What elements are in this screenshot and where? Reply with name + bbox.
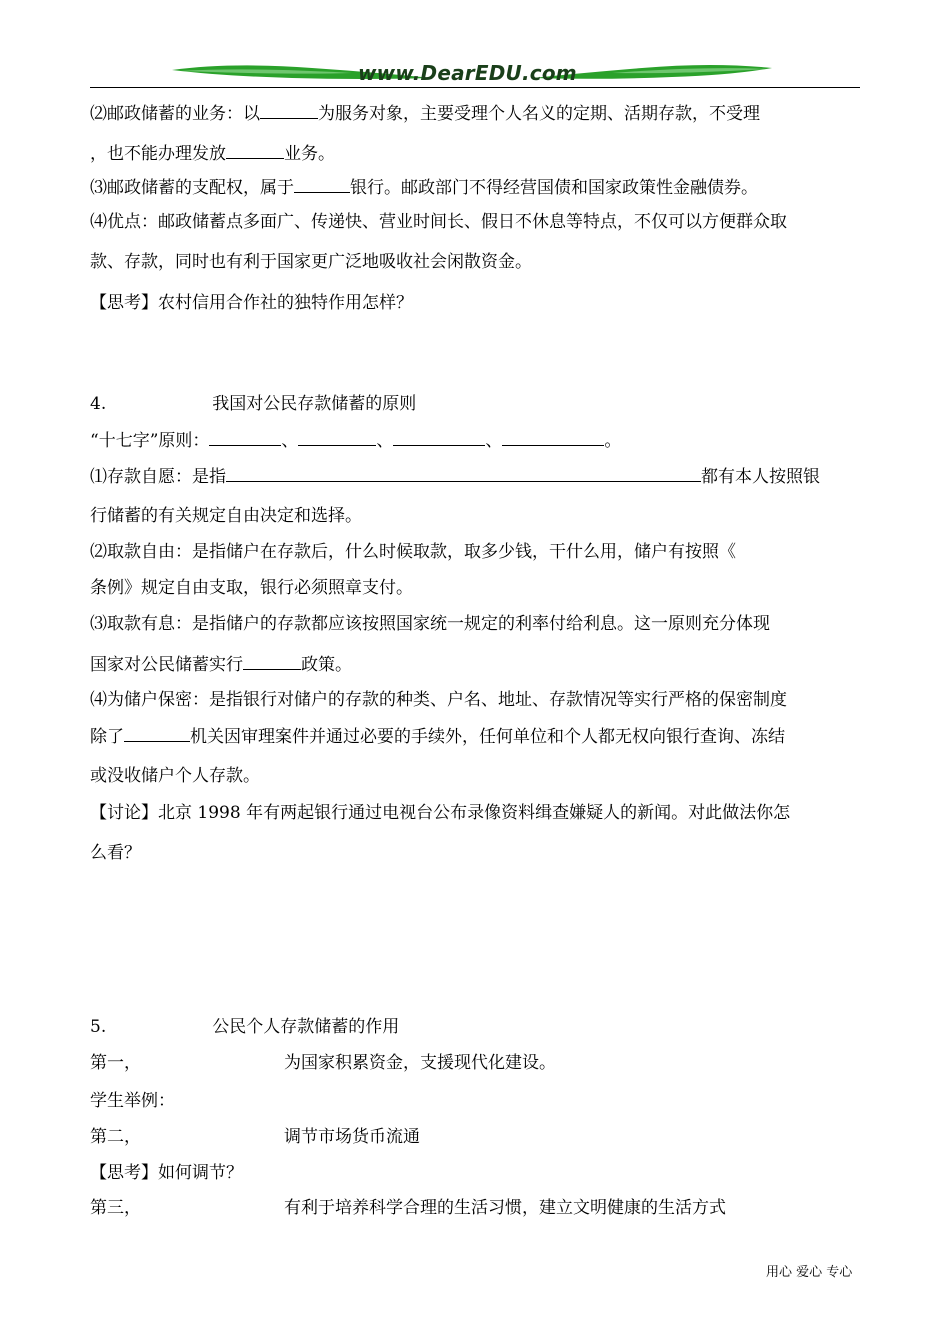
think-prompt: 【思考】如何调节？ (90, 1163, 243, 1183)
section-number: 4. (90, 394, 107, 414)
text: 第一， (90, 1053, 141, 1073)
paragraph-line (90, 176, 758, 199)
paragraph-line (90, 653, 352, 676)
paragraph-line: ⑷优点：邮政储蓄点多面广、传递快、营业时间长、假日不休息等特点，不仅可以方便群众取 (90, 212, 787, 232)
paragraph-line: ⑷为储户保密：是指银行对储户的存款的种类、户名、地址、存款情况等实行严格的保密制度 (90, 690, 787, 710)
text: 有利于培养科学合理的生活习惯，建立文明健康的生活方式 (284, 1198, 726, 1218)
text: 调节市场货币流通 (284, 1127, 420, 1147)
text: 第三， (90, 1198, 141, 1218)
page-header (90, 58, 860, 92)
paragraph-line: 学生举例： (90, 1091, 175, 1111)
paragraph-line: 款、存款，同时也有利于国家更广泛地吸收社会闲散资金。 (90, 252, 532, 272)
page-footer: 用心 爱心 专心 (766, 1265, 853, 1280)
paragraph-line: ⑵取款自由：是指储户在存款后，什么时候取款，取多少钱，干什么用，储户有按照《 (90, 542, 736, 562)
paragraph-line (90, 102, 760, 125)
text: 。 (604, 431, 622, 451)
fill-blank[interactable] (124, 725, 190, 742)
text: 为服务对象，主要受理个人名义的定期、活期存款，不受理 (318, 104, 760, 124)
paragraph-line (90, 1126, 420, 1148)
fill-blank[interactable] (294, 176, 350, 193)
text: 除了 (90, 727, 124, 747)
text: 都有本人按照银 (701, 467, 820, 487)
paragraph-line: 行储蓄的有关规定自由决定和选择。 (90, 506, 362, 526)
fill-blank[interactable] (502, 429, 604, 446)
text: 、 (281, 431, 299, 451)
discussion-prompt: 【讨论】北京 1998 年有两起银行通过电视台公布录像资料缉查嫌疑人的新闻。对此做法你怎 (90, 803, 791, 823)
fill-blank[interactable] (226, 142, 284, 159)
text: 政策。 (301, 655, 352, 675)
section-title: 我国对公民存款储蓄的原则 (212, 394, 417, 414)
paragraph-line: 么看？ (90, 843, 141, 863)
text: ⑶邮政储蓄的支配权，属于 (90, 178, 294, 198)
section-title: 公民个人存款储蓄的作用 (212, 1017, 400, 1037)
think-prompt: 【思考】农村信用合作社的独特作用怎样？ (90, 293, 413, 313)
paragraph-line (90, 465, 820, 488)
fill-blank[interactable] (260, 102, 318, 119)
paragraph-line (90, 142, 335, 165)
section-number: 5. (90, 1017, 107, 1037)
paragraph-line: 或没收储户个人存款。 (90, 766, 260, 786)
text: 为国家积累资金，支援现代化建设。 (284, 1053, 556, 1073)
paragraph-line: 条例》规定自由支取，银行必须照章支付。 (90, 578, 413, 598)
fill-blank[interactable] (209, 429, 281, 446)
section-heading (90, 1016, 399, 1038)
fill-blank[interactable] (393, 429, 485, 446)
text: 、 (485, 431, 503, 451)
fill-blank[interactable] (243, 653, 301, 670)
text: “十七字”原则： (90, 431, 210, 451)
text: 第二， (90, 1127, 141, 1147)
paragraph-line (90, 725, 785, 748)
text: ⑵邮政储蓄的业务：以 (90, 104, 260, 124)
paragraph-line: ⑶取款有息：是指储户的存款都应该按照国家统一规定的利率付给利息。这一原则充分体现 (90, 614, 770, 634)
text: 、 (376, 431, 394, 451)
paragraph-line (90, 1197, 726, 1219)
fill-blank[interactable] (298, 429, 376, 446)
text: 机关因审理案件并通过必要的手续外，任何单位和个人都无权向银行查询、冻结 (190, 727, 785, 747)
header-rule (90, 87, 860, 88)
text: ⑴存款自愿：是指 (90, 467, 226, 487)
text: 银行。邮政部门不得经营国债和国家政策性金融债券。 (350, 178, 758, 198)
fill-blank[interactable] (226, 465, 701, 482)
site-logo-text: www.DearEDU.com (358, 61, 577, 85)
section-heading (90, 393, 416, 415)
text: 业务。 (284, 144, 335, 164)
paragraph-line (90, 429, 621, 452)
text: ，也不能办理发放 (90, 144, 226, 164)
paragraph-line (90, 1052, 556, 1074)
text: 国家对公民储蓄实行 (90, 655, 243, 675)
